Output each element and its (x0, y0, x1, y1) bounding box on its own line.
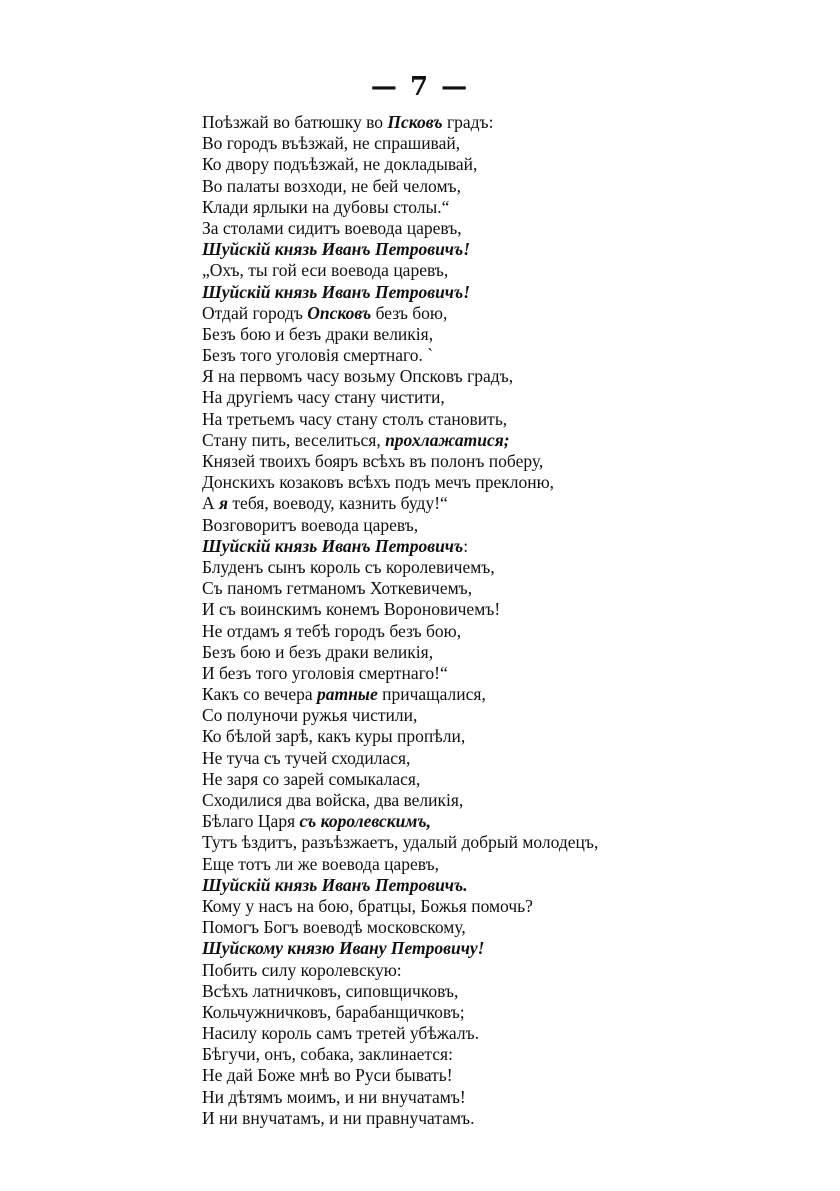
line-text: Безъ бою и безъ драки великія, (202, 641, 434, 662)
line-text: градъ: (442, 112, 494, 132)
line-text: И съ воинскимъ конемъ Вороновичемъ! (202, 599, 501, 620)
poem-line (202, 938, 802, 959)
italic-text: Шуйскій князь Иванъ Петровичъ (202, 535, 464, 556)
poem-line (202, 1002, 802, 1023)
poem-line (202, 176, 802, 197)
line-text: Не заря со зарей сомыкалася, (202, 768, 421, 789)
line-text: Бѣгучи, онъ, собака, заклинается: (202, 1044, 453, 1065)
poem-line (202, 981, 802, 1002)
line-text: На другіемъ часу стану чистити, (202, 387, 445, 408)
line-text: На третьемъ часу стану столъ становить, (202, 408, 508, 429)
line-text: Сходилися два войска, два великія, (202, 790, 464, 810)
line-text: Не отдамъ я тебѣ городъ безъ бою, (202, 620, 462, 641)
poem-line (202, 387, 802, 408)
italic-text: Псковъ (387, 112, 443, 132)
line-text: Съ паномъ гетманомъ Хоткевичемъ, (202, 578, 473, 599)
line-text: Безъ бою и безъ драки великія, (202, 323, 434, 344)
poem-line (202, 154, 802, 175)
poem-line (202, 345, 802, 366)
line-text: Не дай Боже мнѣ во Руси бывать! (202, 1065, 453, 1086)
poem-line (202, 1023, 802, 1044)
italic-text: я (219, 493, 229, 514)
poem-line (202, 112, 802, 133)
italic-text: Опсковъ (307, 302, 372, 323)
line-text: тебя, воеводу, казнить буду!“ (228, 493, 448, 514)
poem-line (202, 197, 802, 218)
poem-line (202, 1044, 802, 1065)
poem-line (202, 811, 802, 832)
line-text: Донскихъ козаковъ всѣхъ подъ мечъ преклоню, (202, 472, 555, 493)
poem-line (202, 133, 802, 154)
line-text: И безъ того уголовія смертнаго!“ (202, 662, 448, 683)
page-number: — 7 — (370, 72, 470, 102)
line-text: Не туча съ тучей сходилася, (202, 747, 411, 768)
poem-line (202, 726, 802, 747)
poem-line (202, 451, 802, 472)
poem-line (202, 960, 802, 981)
poem-line (202, 917, 802, 938)
poem-line (202, 705, 802, 726)
poem-line (202, 324, 802, 345)
line-text: : (463, 535, 469, 556)
poem-line (202, 621, 802, 642)
poem-line (202, 218, 802, 239)
poem-line (202, 832, 802, 853)
line-text: Со полуночи ружья чистили, (202, 705, 418, 726)
line-text: Я на первомъ часу возьму Опсковъ градъ, (202, 366, 514, 387)
poem-line (202, 1065, 802, 1086)
poem-line (202, 260, 802, 281)
poem-line (202, 557, 802, 578)
poem-line (202, 854, 802, 875)
line-text: Блуденъ сынъ король съ королевичемъ, (202, 556, 495, 577)
line-text: Побить силу королевскую: (202, 959, 402, 980)
italic-text: Шуйскій князь Иванъ Петровичъ. (202, 874, 468, 895)
line-text: Кольчужничковъ, барабанщичковъ; (202, 1001, 465, 1022)
line-text: За столами сидитъ воевода царевъ, (202, 217, 462, 238)
italic-text: Шуйскому князю Ивану Петровичу! (202, 938, 485, 959)
line-text: причащалися, (377, 684, 486, 705)
poem-line (202, 239, 802, 260)
line-text: Бѣлаго Царя (202, 811, 300, 832)
poem-line (202, 875, 802, 896)
poem-line (202, 430, 802, 451)
line-text: Поѣзжай во батюшку во (202, 112, 388, 132)
poem-line (202, 536, 802, 557)
line-text: Клади ярлыки на дубовы столы.“ (202, 196, 450, 217)
poem-line (202, 642, 802, 663)
poem-line (202, 366, 802, 387)
line-text: Кому у насъ на бою, братцы, Божья помочь? (202, 895, 533, 916)
poem-line (202, 684, 802, 705)
poem-line (202, 769, 802, 790)
italic-text: прохлажатися; (385, 429, 510, 450)
line-text: Ни дѣтямъ моимъ, и ни внучатамъ! (202, 1086, 466, 1107)
line-text: Ко бѣлой зарѣ, какъ куры пропѣли, (202, 726, 466, 747)
poem-line (202, 493, 802, 514)
line-text: Всѣхъ латничковъ, сиповщичковъ, (202, 980, 459, 1001)
line-text: Возговоритъ воевода царевъ, (202, 514, 419, 535)
line-text: Тутъ ѣздитъ, разъѣзжаетъ, удалый добрый молодецъ, (202, 832, 599, 853)
line-text: Стану пить, веселиться, (202, 429, 386, 450)
line-text: Во палаты возходи, не бей челомъ, (202, 175, 461, 196)
line-text: „Охъ, ты гой еси воевода царевъ, (202, 260, 449, 281)
italic-text: съ королевскимъ, (299, 811, 431, 832)
line-text: Какъ со вечера (202, 684, 317, 705)
poem-line (202, 896, 802, 917)
italic-text: Шуйскій князь Иванъ Петровичъ! (202, 239, 471, 260)
italic-text: Шуйскій князь Иванъ Петровичъ! (202, 281, 471, 302)
poem-line (202, 282, 802, 303)
line-text: Князей твоихъ бояръ всѣхъ въ полонъ поберу, (202, 451, 544, 471)
poem-line (202, 515, 802, 536)
poem-line (202, 748, 802, 769)
line-text: Еще тотъ ли же воевода царевъ, (202, 853, 440, 874)
line-text: А (202, 493, 220, 514)
poem-line (202, 303, 802, 324)
line-text: Ко двору подъѣзжай, не докладывай, (202, 154, 478, 175)
poem-line (202, 663, 802, 684)
line-text: И ни внучатамъ, и ни правнучатамъ. (202, 1107, 475, 1128)
italic-text: ратные (316, 684, 378, 705)
poem-line (202, 409, 802, 430)
line-text: безъ бою, (371, 302, 448, 323)
poem-line (202, 472, 802, 493)
line-text: Насилу король самъ третей убѣжалъ. (202, 1023, 479, 1044)
poem-line (202, 578, 802, 599)
poem-line (202, 1108, 802, 1129)
poem-line (202, 599, 802, 620)
line-text: Помогъ Богъ воеводѣ московскому, (202, 917, 466, 938)
poem-text (202, 112, 802, 1129)
poem-line (202, 1087, 802, 1108)
line-text: Отдай городъ (202, 302, 308, 323)
line-text: Во городъ въѣзжай, не спрашивай, (202, 133, 461, 154)
poem-line (202, 790, 802, 811)
line-text: Безъ того уголовія смертнаго. ` (202, 345, 434, 366)
